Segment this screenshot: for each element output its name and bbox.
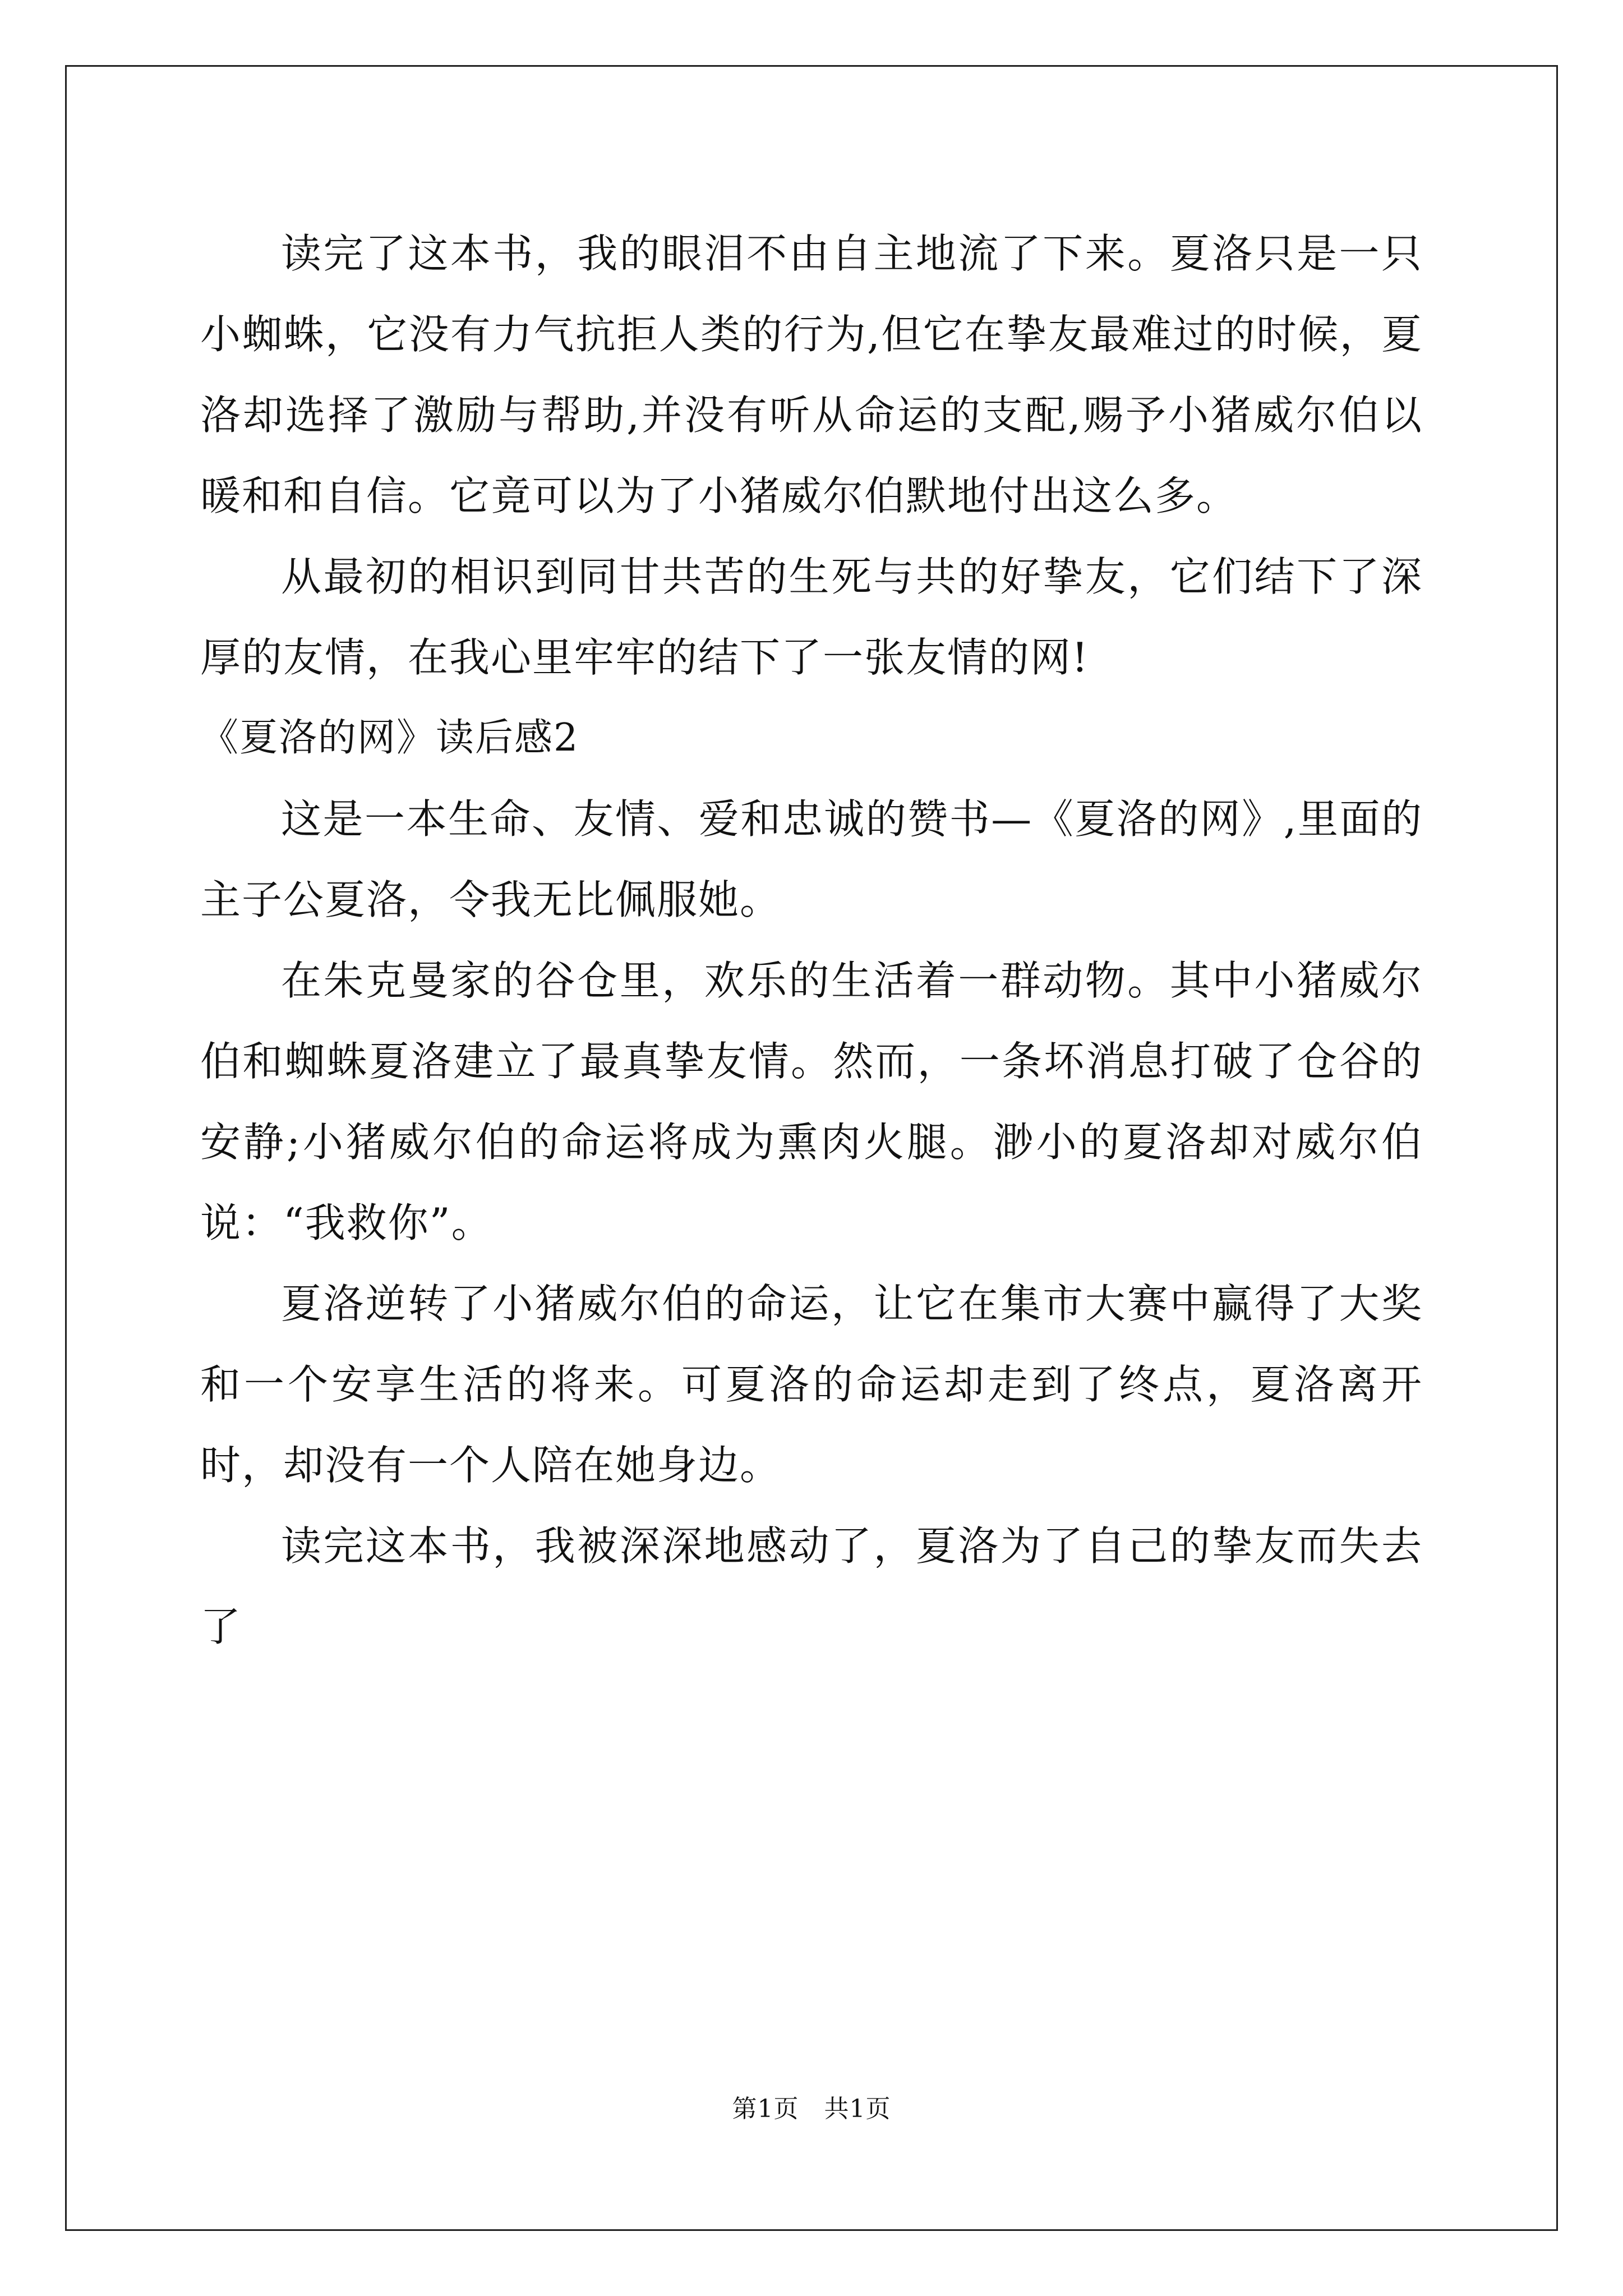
paragraph: 从最初的相识到同甘共苦的生死与共的好挚友，它们结下了深厚的友情，在我心里牢牢的结下了一张友情的网! bbox=[200, 553, 1423, 681]
document-body bbox=[200, 213, 1423, 1667]
paragraph: 读完这本书，我被深深地感动了，夏洛为了自己的挚友而失去了 bbox=[200, 1522, 1423, 1650]
paragraph: 这是一本生命、友情、爱和忠诚的赞书—《夏洛的网》,里面的主子公夏洛，令我无比佩服她。 bbox=[200, 795, 1423, 923]
paragraph: 在朱克曼家的谷仓里，欢乐的生活着一群动物。其中小猪威尔伯和蜘蛛夏洛建立了最真挚友情。然而，一条坏消息打破了仓谷的安静;小猪威尔伯的命运将成为熏肉火腿。渺小的夏洛却对威尔伯说：“我救你”。 bbox=[200, 957, 1423, 1246]
section-heading: 《夏洛的网》读后感2 bbox=[200, 716, 579, 760]
paragraph: 夏洛逆转了小猪威尔伯的命运，让它在集市大赛中赢得了大奖和一个安享生活的将来。可夏洛的命运却走到了终点，夏洛离开时，却没有一个人陪在她身边。 bbox=[200, 1280, 1423, 1489]
page-footer: 第1页 共1页 bbox=[732, 2095, 891, 2123]
paragraph: 读完了这本书，我的眼泪不由自主地流了下来。夏洛只是一只小蜘蛛，它没有力气抗拒人类的行为,但它在挚友最难过的时候，夏洛却选择了激励与帮助,并没有听从命运的支配,赐予小猪威尔伯以暖和和自信。它竟可以为了小猪威尔伯默地付出这么多。 bbox=[200, 230, 1423, 519]
